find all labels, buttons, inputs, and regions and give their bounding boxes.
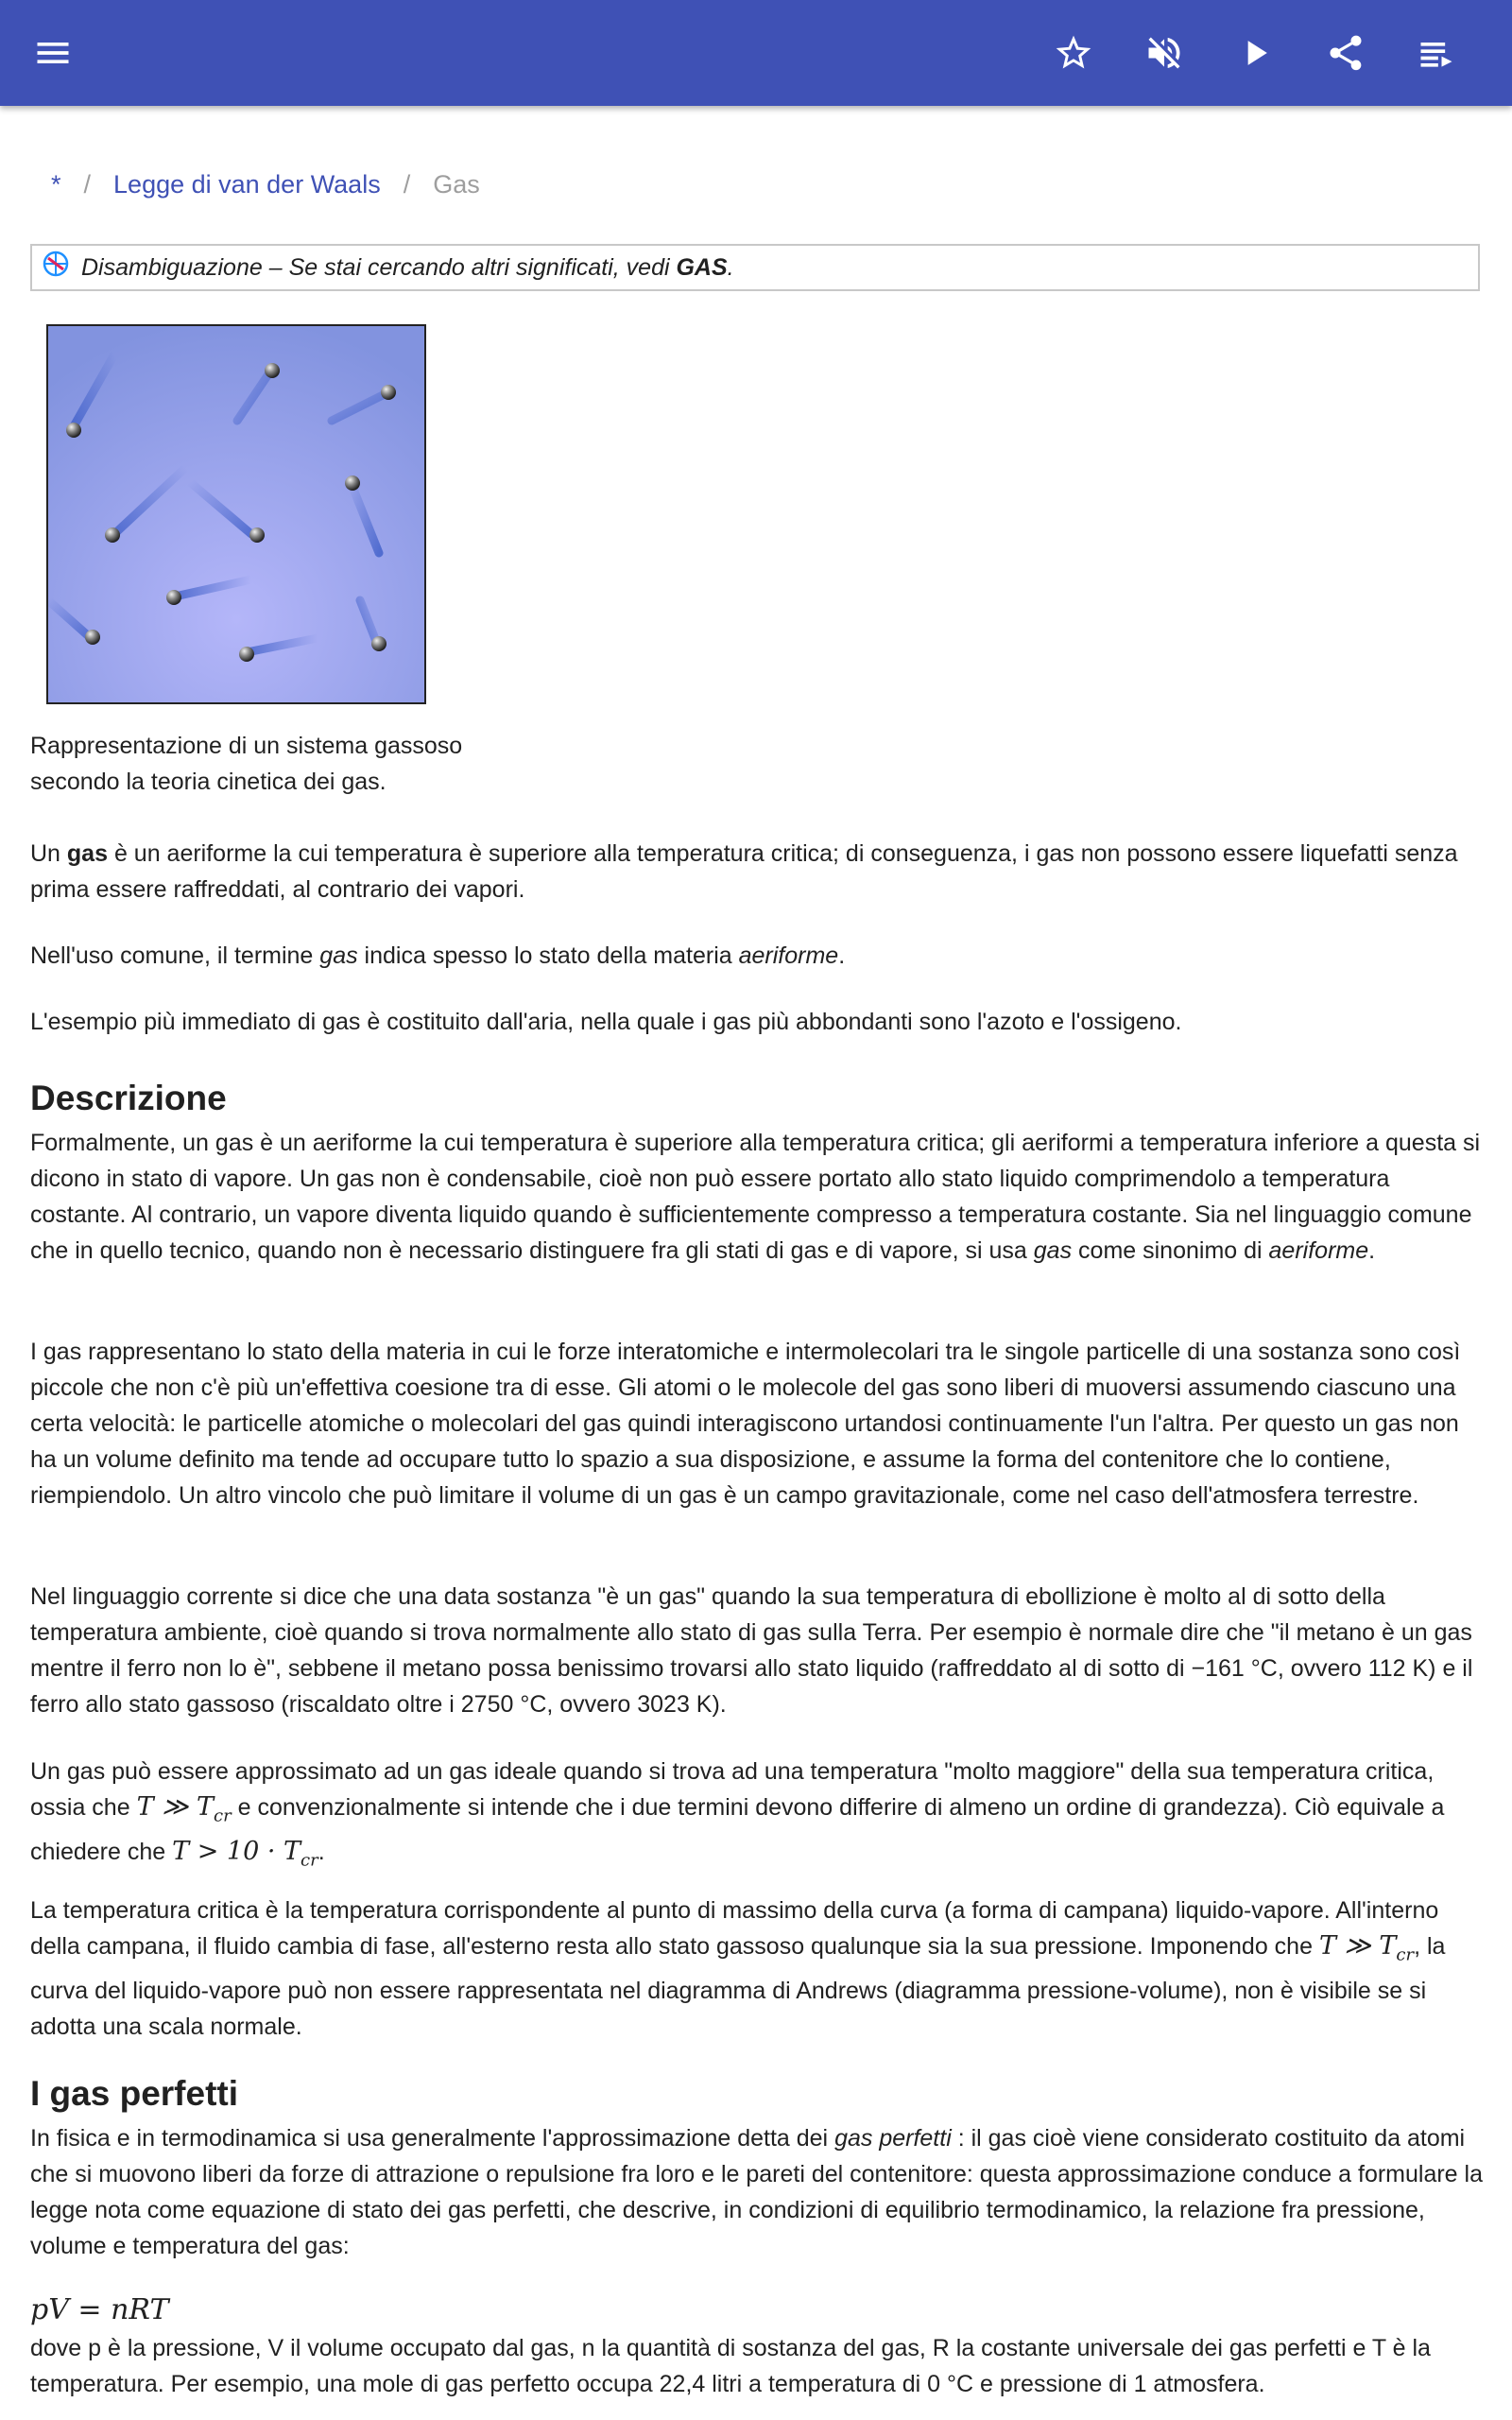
- app-toolbar: [0, 0, 1512, 106]
- star-outline-icon: [1053, 32, 1094, 74]
- share-button[interactable]: [1319, 26, 1372, 79]
- section-heading-descrizione: Descrizione: [30, 1079, 227, 1117]
- descrizione-paragraph-4: Un gas può essere approssimato ad un gas ideale quando si trova ad una temperatura "molto maggiore" della sua temperatura critica, ossia che T ≫ $T_{cr}$ e convenzionalmente si intende che i due termini devono differire di almeno un ordine di grandezza). Ciò equivale a chiedere che $T > 10 \cdot T_{cr}$.: [30, 1758, 1445, 1871]
- kinetic-gas-illustration[interactable]: [46, 324, 426, 704]
- playlist-icon: [1416, 32, 1457, 74]
- intro-paragraph-1: Un gas è un aeriforme la cui temperatura è superiore alla temperatura critica; di conseguenza, i gas non possono essere liquefatti senza prima essere raffreddati, al contrario dei vapori.: [30, 840, 1458, 903]
- favorite-button[interactable]: [1047, 26, 1100, 79]
- play-button[interactable]: [1228, 26, 1281, 79]
- math-formula: T ≫ $T_{cr}$: [1318, 1931, 1415, 1965]
- descrizione-paragraph-1: Formalmente, un gas è un aeriforme la cui temperatura è superiore alla temperatura critica; gli aeriformi a temperatura inferiore a questa si dicono in stato di vapore. Un gas non è condensabile, cioè non può essere portato allo stato liquido comprimendolo a temperatura costante. Al contrario, un vapore diventa liquido quando è sufficientemente compresso a temperatura costante. Sia nel linguaggio comune che in quello tecnico, quando non è necessario distinguere fra gli stati di gas e di vapore, si usa gas come sinonimo di aeriforme.: [30, 1130, 1481, 1264]
- section-heading-gas-perfetti: I gas perfetti: [30, 2074, 238, 2113]
- contents-button[interactable]: [1410, 26, 1463, 79]
- gas-perfetti-paragraph-2: dove p è la pressione, V il volume occupato dal gas, n la quantità di sostanza del gas, R la costante universale dei gas perfetti e T è la temperatura. Per esempio, una mole di gas perfetto occupa 22,4 litri a temperatura di 0 °C e pressione di 1 atmosfera.: [30, 2335, 1431, 2397]
- breadcrumb-current: Gas: [433, 170, 480, 199]
- intro-paragraph-3: L'esempio più immediato di gas è costituito dall'aria, nella quale i gas più abbondanti sono l'azoto e l'ossigeno.: [30, 1009, 1182, 1035]
- breadcrumb-separator: /: [83, 170, 92, 199]
- gas-perfetti-paragraph-1: In fisica e in termodinamica si usa generalmente l'approssimazione detta dei gas perfetti : il gas cioè viene considerato costituito da atomi che si muovono liberi da forze di attrazione o repulsione fra loro e le pareti del contenitore: questa approssimazione conduce a formulare la legge nota come equazione di stato dei gas perfetti, che descrive, in condizioni di equilibrio termodinamico, la relazione fra pressione, volume e temperatura del gas:: [30, 2125, 1483, 2259]
- math-formula: $T > 10 \cdot T_{cr}$: [172, 1837, 318, 1871]
- menu-button[interactable]: [26, 26, 79, 79]
- breadcrumb-parent[interactable]: Legge di van der Waals: [113, 170, 381, 199]
- disambiguation-icon: [42, 250, 70, 278]
- share-icon: [1325, 32, 1366, 74]
- mute-button[interactable]: [1138, 26, 1191, 79]
- breadcrumb-separator: /: [403, 170, 411, 199]
- descrizione-paragraph-3: Nel linguaggio corrente si dice che una data sostanza "è un gas" quando la sua temperatura di ebollizione è molto al di sotto della temperatura ambiente, cioè quando si trova normalmente allo stato di gas sulla Terra. Per esempio è normale dire che "il metano è un gas mentre il ferro non lo è", sebbene il metano possa benissimo trovarsi allo stato liquido (raffreddato al di sotto di −161 °C, ovvero 112 K) e il ferro allo stato gassoso (riscaldato oltre i 2750 °C, ovvero 3023 K).: [30, 1583, 1473, 1718]
- breadcrumb-root[interactable]: *: [51, 170, 61, 199]
- figure-caption: Rappresentazione di un sistema gassoso secondo la teoria cinetica dei gas.: [30, 733, 463, 795]
- volume-off-icon: [1143, 32, 1185, 74]
- intro-paragraph-2: Nell'uso comune, il termine gas indica spesso lo stato della materia aeriforme.: [30, 942, 846, 969]
- bold-term-gas: gas: [66, 840, 108, 867]
- play-icon: [1234, 32, 1276, 74]
- menu-icon: [32, 32, 74, 74]
- disambiguation-text: Disambiguazione – Se stai cercando altri significati, vedi GAS.: [81, 254, 734, 281]
- breadcrumb: [51, 170, 480, 199]
- disambiguation-link[interactable]: GAS: [676, 254, 728, 281]
- math-formula: T ≫ $T_{cr}$: [136, 1792, 232, 1826]
- ideal-gas-equation: pV = nRT: [30, 2293, 169, 2326]
- descrizione-paragraph-2: I gas rappresentano lo stato della materia in cui le forze interatomiche e intermolecolari tra le singole particelle di una sostanza sono così piccole che non c'è più un'effettiva coesione tra di esse. Gli atomi o le molecole del gas sono liberi di muoversi assumendo ciascuno una certa velocità: le particelle atomiche o molecolari del gas quindi interagiscono urtandosi continuamente l'un l'altra. Per questo un gas non ha un volume definito ma tende ad occupare tutto lo spazio a sua disposizione, e assume la forma del contenitore che lo contiene, riempiendolo. Un altro vincolo che può limitare il volume di un gas è un campo gravitazionale, come nel caso dell'atmosfera terrestre.: [30, 1339, 1461, 1509]
- disambiguation-note: [30, 244, 1480, 291]
- descrizione-paragraph-5: La temperatura critica è la temperatura corrispondente al punto di massimo della curva (a forma di campana) liquido-vapore. All'interno della campana, il fluido cambia di fase, all'esterno resta allo stato gassoso qualunque sia la sua pressione. Imponendo che T ≫ $T_{cr}$, la curva del liquido-vapore può non essere rappresentata nel diagramma di Andrews (diagramma pressione-volume), non è visibile se si adotta una scala normale.: [30, 1897, 1446, 2041]
